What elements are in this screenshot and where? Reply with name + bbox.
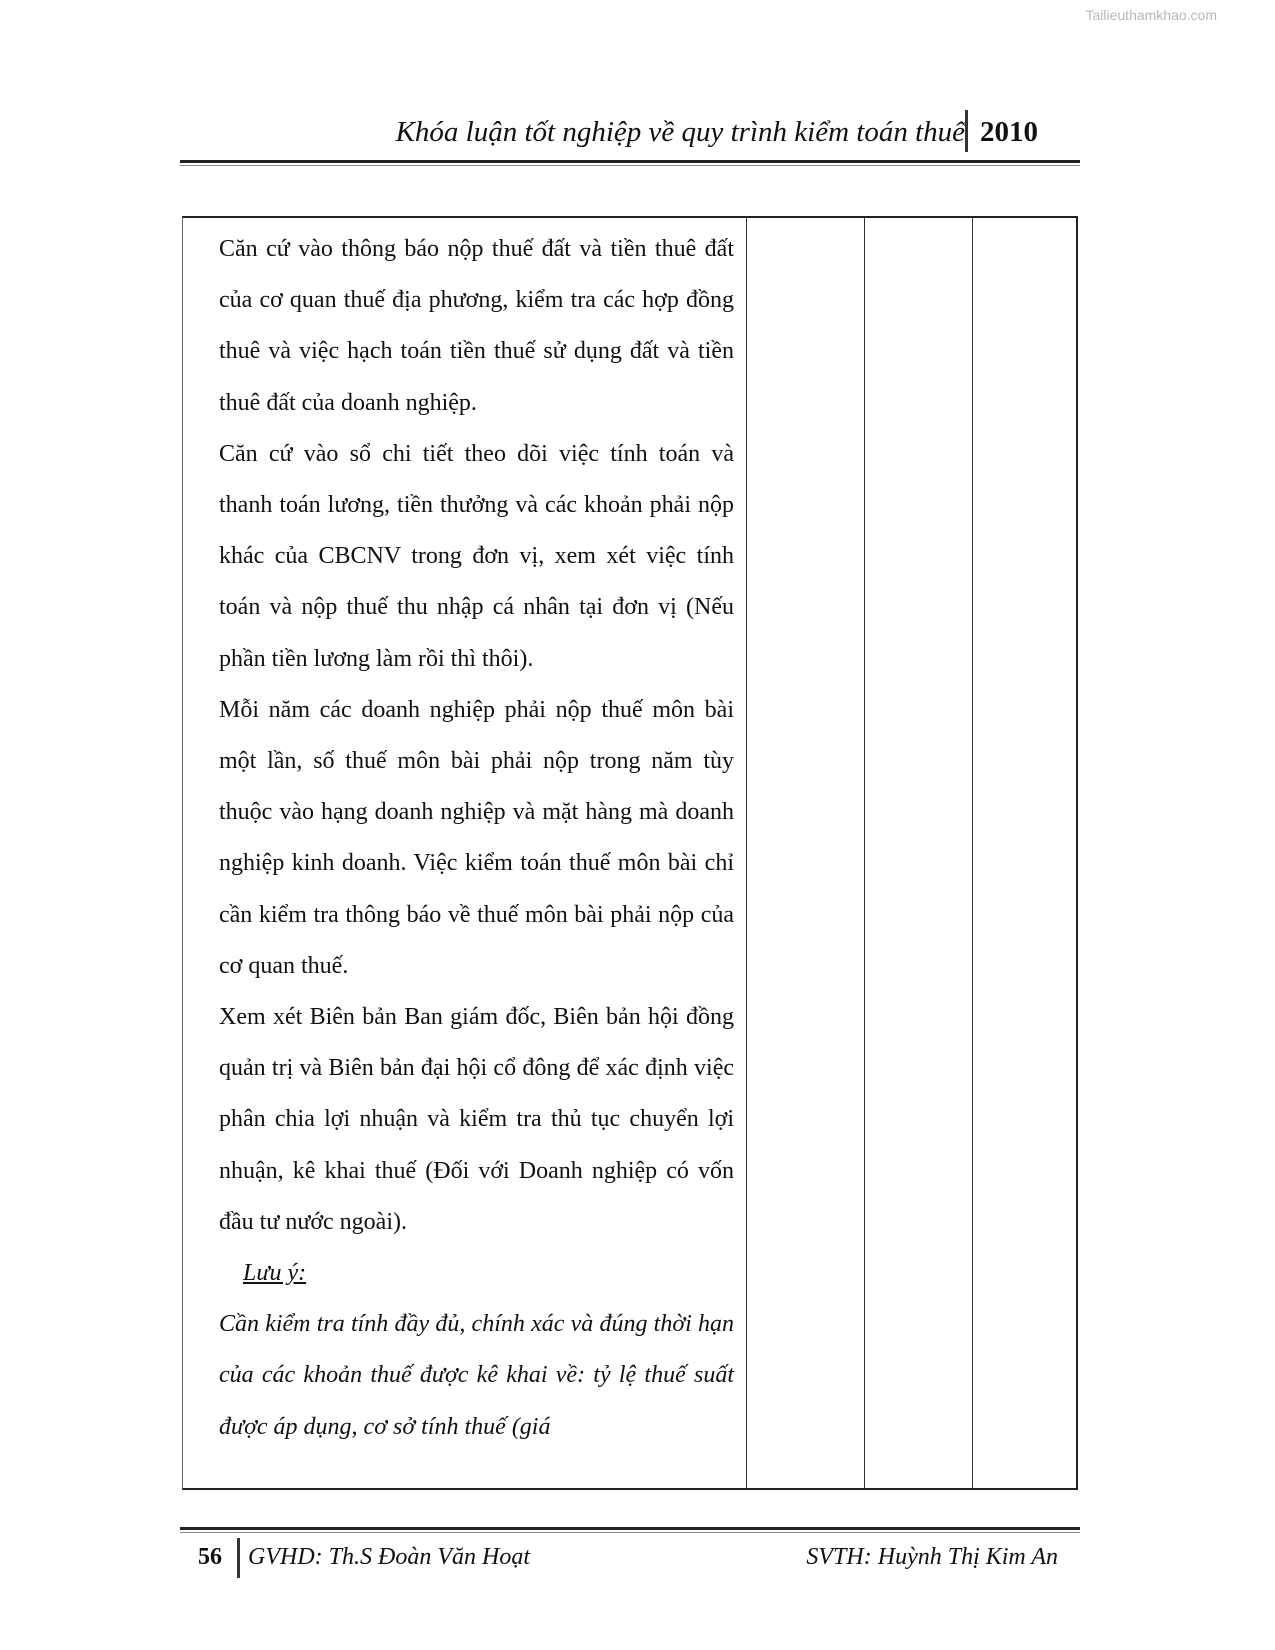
header-separator: [965, 110, 968, 152]
header-rule: [180, 160, 1080, 163]
procedure-paragraph: Xem xét Biên bản Ban giám đốc, Biên bản hội đồng quản trị và Biên bản đại hội cổ đông để xác định việc phân chia lợi nhuận và kiểm tra thủ tục chuyển lợi nhuận, kê khai thuế (Đối với Doanh nghiệp có vốn đầu tư nước ngoài).: [219, 1004, 734, 1235]
supervisor-label: GVHD: Th.S Đoàn Văn Hoạt: [248, 1544, 530, 1570]
page-footer: [180, 1536, 1080, 1580]
header-title: Khóa luận tốt nghiệp về quy trình kiểm toán thuế: [395, 116, 965, 148]
column-divider: [864, 218, 865, 1488]
procedure-paragraph: Căn cứ vào thông báo nộp thuế đất và tiền thuê đất của cơ quan thuế địa phương, kiểm tra các hợp đồng thuê và việc hạch toán tiền thuế sử dụng đất và tiền thuê đất của doanh nghiệp.: [219, 236, 734, 416]
column-divider: [746, 218, 747, 1488]
note-body: Cần kiểm tra tính đầy đủ, chính xác và đúng thời hạn của các khoản thuế được kê khai về: tỷ lệ thuế suất được áp dụng, cơ sở tính thuế (giá: [219, 1311, 734, 1440]
procedure-paragraph: Căn cứ vào sổ chi tiết theo dõi việc tính toán và thanh toán lương, tiền thưởng và các khoản phải nộp khác của CBCNV trong đơn vị, xem xét việc tính toán và nộp thuế thu nhập cá nhân tại đơn vị (Nếu phần tiền lương làm rồi thì thôi).: [219, 440, 734, 672]
header-rule-thin: [180, 165, 1080, 166]
note-label: Lưu ý:: [243, 1260, 307, 1287]
student-label: SVTH: Huỳnh Thị Kim An: [806, 1544, 1058, 1570]
footer-rule-thin: [180, 1532, 1080, 1533]
procedure-paragraph: Mỗi năm các doanh nghiệp phải nộp thuế môn bài một lần, số thuế môn bài phải nộp trong năm tùy thuộc vào hạng doanh nghiệp và mặt hàng mà doanh nghiệp kinh doanh. Việc kiểm toán thuế môn bài chỉ cần kiểm tra thông báo về thuế môn bài phải nộp của cơ quan thuế.: [219, 696, 734, 979]
procedure-cell: [219, 224, 734, 1453]
page-number: 56: [198, 1544, 222, 1570]
header-year: 2010: [980, 116, 1038, 148]
footer-rule: [180, 1527, 1080, 1530]
procedure-table: [182, 216, 1078, 1490]
footer-separator: [237, 1538, 240, 1578]
page-header: [180, 108, 1080, 156]
watermark: Tailieuthamkhao.com: [1085, 7, 1217, 23]
column-divider: [972, 218, 973, 1488]
